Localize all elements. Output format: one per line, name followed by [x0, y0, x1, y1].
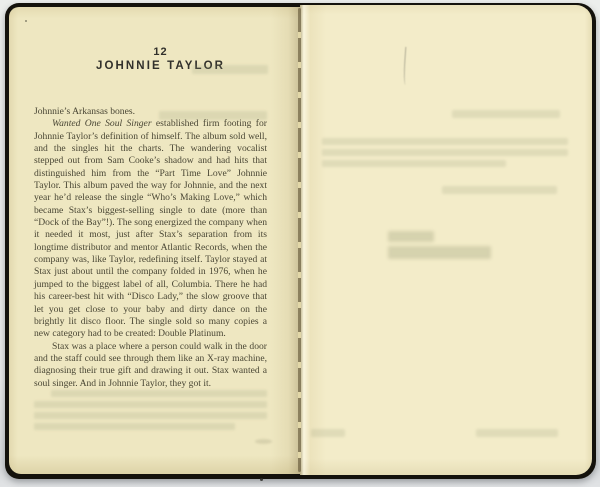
ghost-showthrough-title [388, 231, 434, 242]
paper-smudge [255, 439, 272, 444]
ghost-showthrough-line [322, 160, 506, 167]
right-page [300, 5, 592, 475]
ghost-showthrough-line [192, 65, 268, 74]
ghost-showthrough-line [452, 110, 560, 118]
chapter-body-text [34, 106, 267, 390]
paragraph-1-text: established firm footing for Johnnie Taylor’s definition of himself. The album sold well, and the singles hit the charts. The wandering vocalist stepped out from Sam Cooke’s shadow and had hits that distinguished him from the “Part Time Love” Johnnie Taylor. This album paved the way for Johnnie, and the next year he’d release the single “Who’s Making Love,” which became Stax’s biggest-selling single to date (more than “Dock of the Bay”!). The song energized the company when it needed it most, just after Stax’s separation from its longtime distributor and mentor Atlantic Records, when the company was, like Taylor, redefining itself. Taylor stayed at Stax just about until the company folded in 1976, when he jumped to the biggest label of all, Columbia. There he had his career-best hit with “Disco Lady,” the slow groove that let you get close to your baby and dirty dance on the brightly lit disco floor. The single sold so many copies a new category had to be created: Double Platinum. [34, 118, 267, 340]
ghost-showthrough-title [388, 246, 491, 259]
pencil-mark [403, 47, 410, 85]
ghost-showthrough-line [34, 423, 235, 430]
chapter-title: JOHNNIE TAYLOR [95, 60, 226, 72]
ghost-showthrough-line [322, 138, 568, 145]
ghost-showthrough-line [322, 149, 568, 156]
scanner-speck [260, 478, 263, 481]
binding-stitches [298, 8, 301, 472]
ghost-showthrough-line [442, 186, 557, 194]
paragraph-1 [34, 118, 267, 340]
album-title-italic: Wanted One Soul Singer [52, 118, 152, 130]
ghost-showthrough-line [311, 429, 345, 437]
ghost-showthrough-line [476, 429, 558, 437]
paper-speck [25, 20, 27, 22]
chapter-number: 12 [153, 46, 168, 58]
opening-line: Johnnie’s Arkansas bones. [34, 106, 135, 117]
ghost-showthrough-line [34, 412, 267, 419]
ghost-showthrough-line [51, 390, 267, 397]
paragraph-2: Stax was a place where a person could walk in the door and the staff could see through them like an X-ray machine, diagnosing their true gift and drawing it out. Stax wanted a soul singer. And in Johnnie Taylor, they got it. [34, 340, 267, 389]
left-page [9, 7, 300, 474]
ghost-showthrough-line [34, 401, 267, 408]
